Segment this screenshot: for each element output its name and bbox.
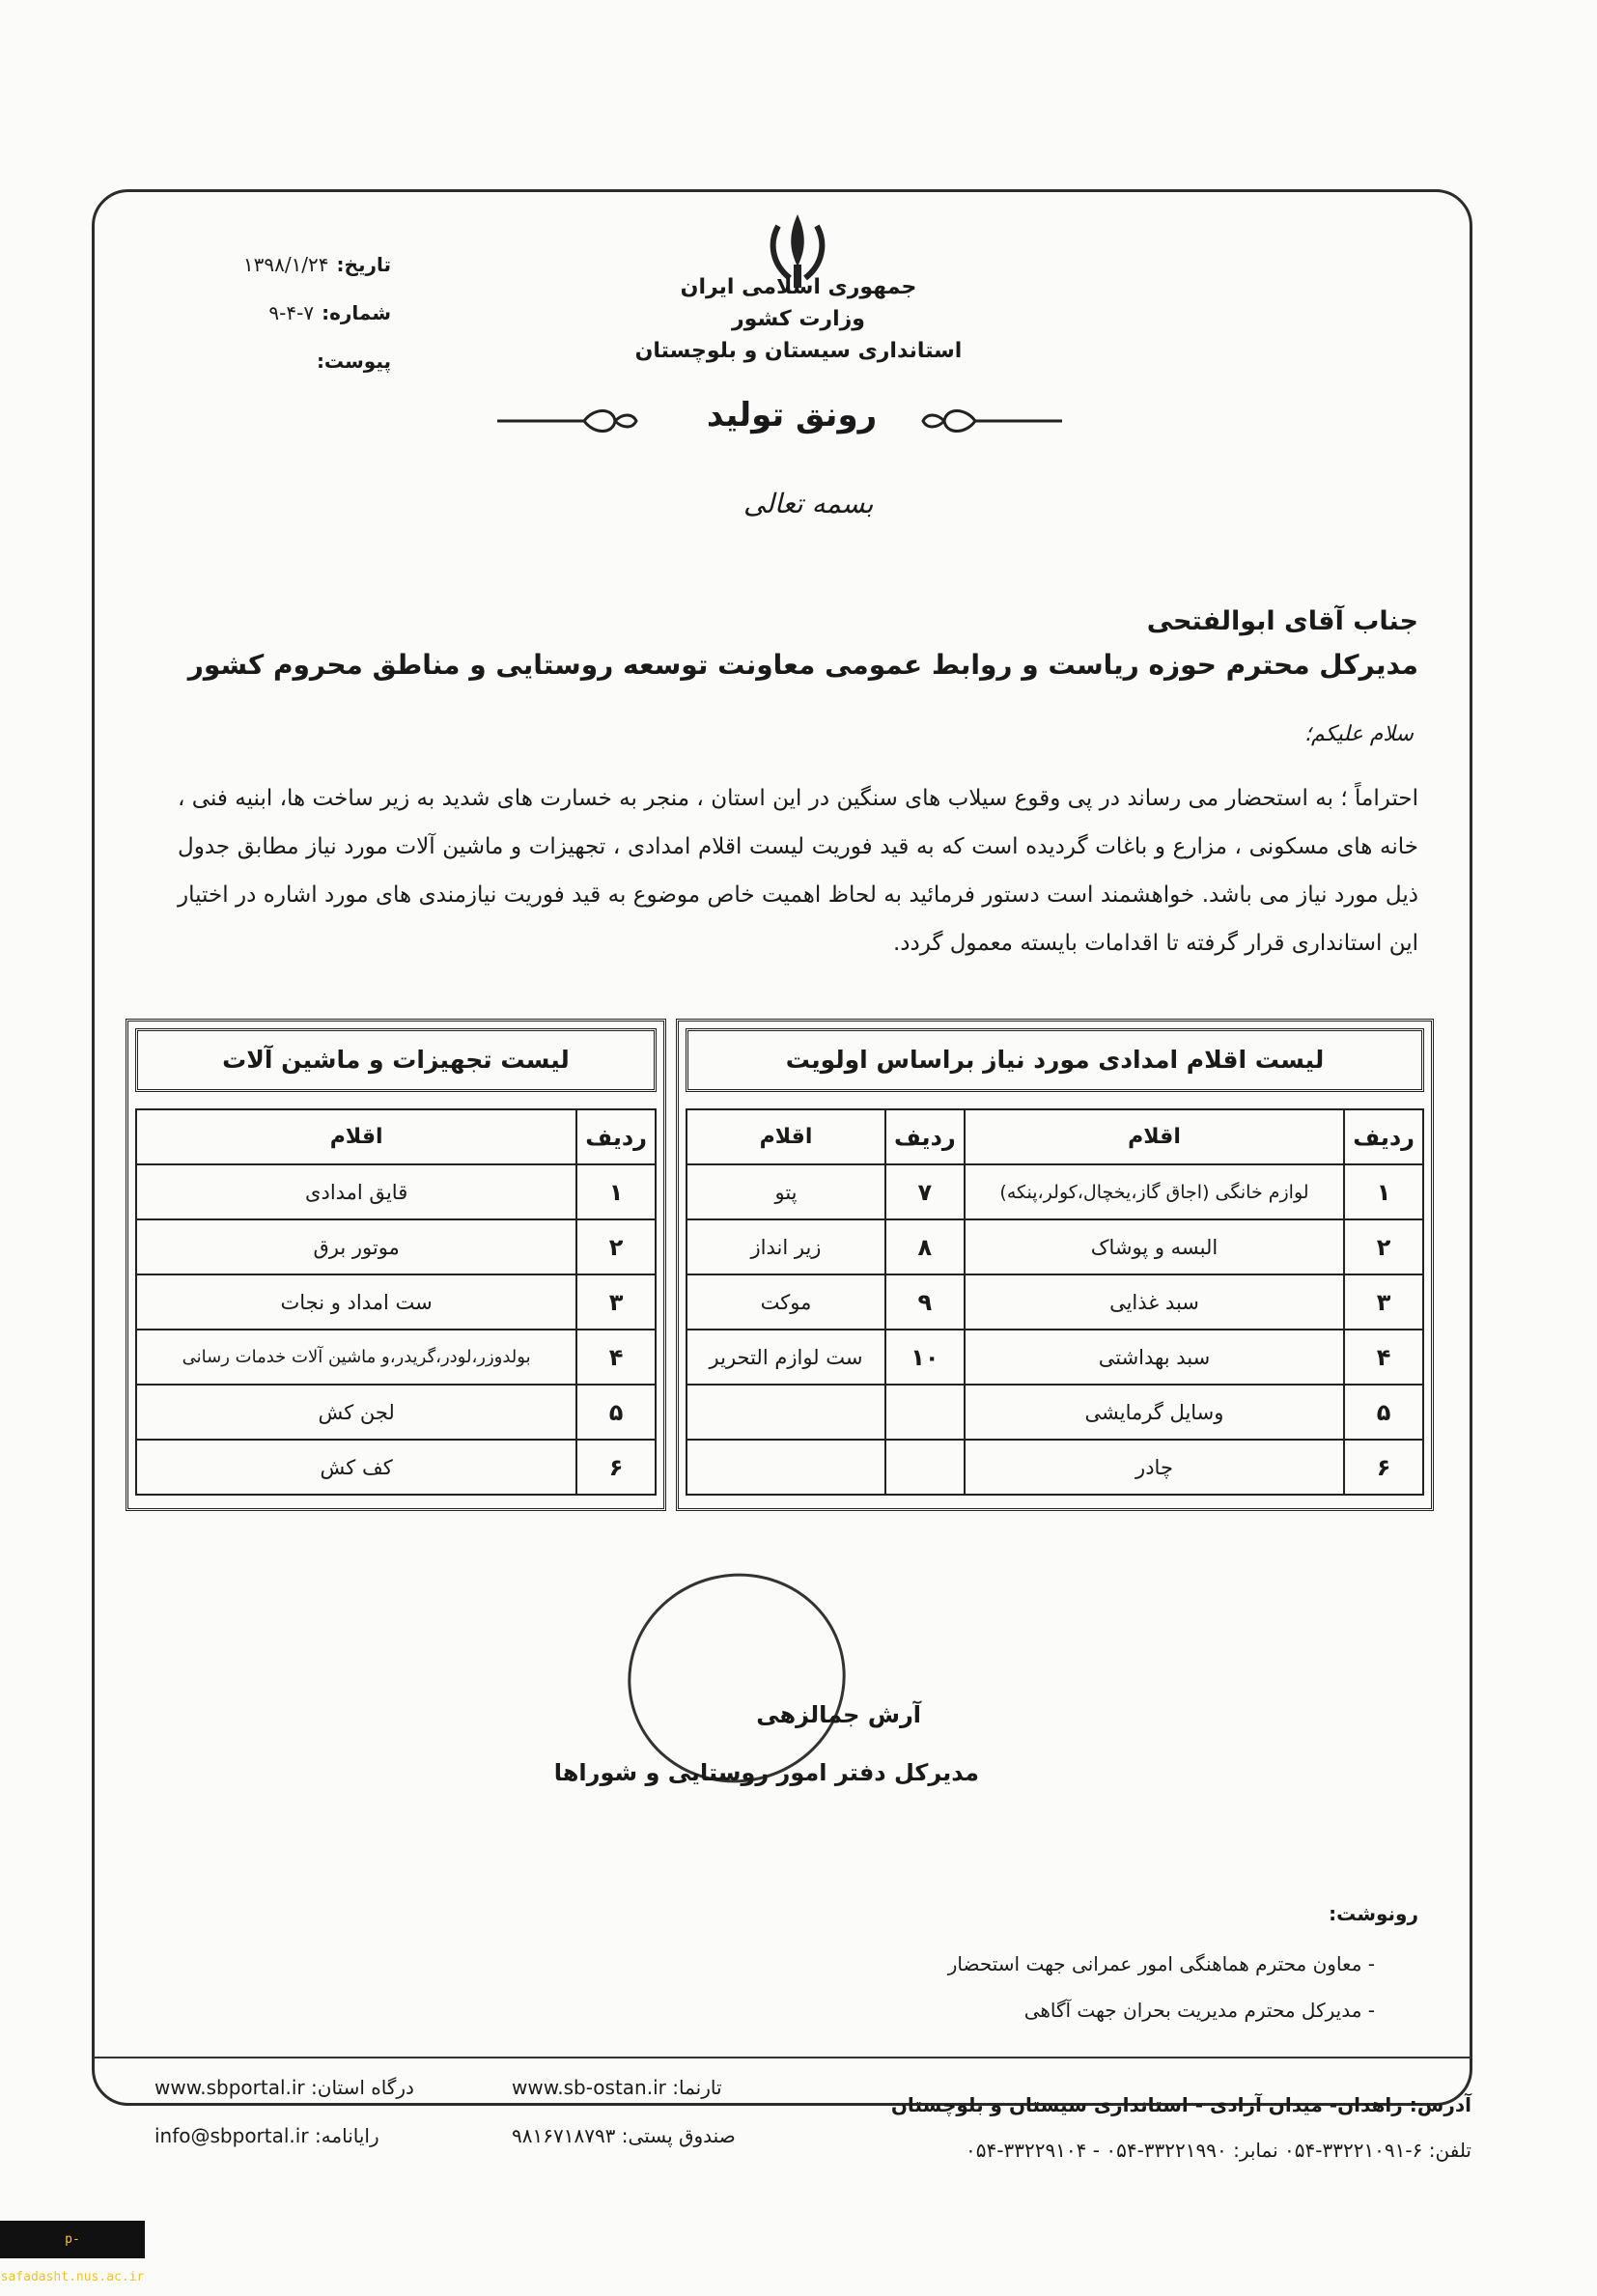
cc-item: - معاون محترم هماهنگی امور عمرانی جهت استحضار [947,1952,1375,1975]
signer-title: مدیرکل دفتر امور روستایی و شوراها [553,1759,979,1786]
number-label: شماره: [322,301,391,324]
footer-site-row [512,2076,722,2099]
footer-phones: تلفن: ۶-۳۳۲۲۱۰۹۱-۰۵۴ نمابر: ۳۳۲۲۱۹۹۰-۰۵۴ - ۳۳۲۲۹۱۰۴-۰۵۴ [966,2139,1471,2162]
table-row [686,1274,1423,1330]
item-cell [686,1385,885,1440]
footer-email-label: رایانامه: [314,2124,379,2147]
row-number: ۱۰ [885,1330,965,1385]
table-row [136,1219,656,1274]
row-number: ۳ [576,1274,656,1330]
relief-col-row-2: ردیف [885,1109,965,1164]
row-number: ۴ [1344,1330,1423,1385]
row-number: ۱ [576,1164,656,1219]
attachment-label: پیوست: [316,350,391,373]
item-cell: کف کش [136,1440,576,1495]
signer-name: آرش جمالزهی [756,1701,921,1728]
footer-address: آدرس: زاهدان- میدان آزادی - استانداری سیستان و بلوچستان [890,2093,1471,2116]
table-row [136,1164,656,1219]
cc-heading: رونوشت: [1329,1902,1418,1925]
table-row [686,1164,1423,1219]
item-cell: ست امداد و نجات [136,1274,576,1330]
number-value: ۷-۴-۹ [268,301,315,324]
row-number: ۶ [1344,1440,1423,1495]
row-number: ۵ [1344,1385,1423,1440]
table-row [686,1440,1423,1495]
table-header-row [686,1109,1423,1164]
item-cell: ست لوازم التحریر [686,1330,885,1385]
table-row [136,1274,656,1330]
relief-col-item-2: اقلام [686,1109,885,1164]
item-cell: سبد غذایی [965,1274,1345,1330]
equipment-table [135,1108,657,1496]
header-line-2: وزارت کشور [732,307,865,331]
relief-table [686,1108,1424,1496]
table-row [686,1385,1423,1440]
row-number: ۹ [885,1274,965,1330]
slogan: رونق تولید [706,396,878,434]
cc-item: - مدیرکل محترم مدیریت بحران جهت آگاهی [1023,1999,1375,2022]
row-number: ۱ [1344,1164,1423,1219]
header-line-3: استانداری سیستان و بلوچستان [634,339,963,363]
item-cell: سبد بهداشتی [965,1330,1345,1385]
item-cell: زیر انداز [686,1219,885,1274]
row-number: ۲ [1344,1219,1423,1274]
item-cell: موتور برق [136,1219,576,1274]
row-number [885,1440,965,1495]
item-cell: بولدوزر،لودر،گریدر،و ماشین آلات خدمات رسانی [136,1330,576,1385]
item-cell: لجن کش [136,1385,576,1440]
table-row [686,1330,1423,1385]
relief-col-row-1: ردیف [1344,1109,1423,1164]
row-number: ۴ [576,1330,656,1385]
table-row [136,1440,656,1495]
row-number: ۵ [576,1385,656,1440]
addressee-name: جناب آقای ابوالفتحی [1146,606,1418,636]
equipment-col-row: ردیف [576,1109,656,1164]
greeting: سلام علیکم؛ [1303,722,1414,746]
relief-col-item-1: اقلام [965,1109,1345,1164]
item-cell: موکت [686,1274,885,1330]
table-row [136,1330,656,1385]
item-cell: لوازم خانگی (اجاق گاز،یخچال،کولر،پنکه) [965,1164,1345,1219]
footer-email[interactable]: info@sbportal.ir [154,2124,309,2147]
footer-portal-label: درگاه استان: [311,2076,414,2099]
item-cell: چادر [965,1440,1345,1495]
header-line-1: جمهوری اسلامی ایران [680,275,917,299]
equipment-table-title: لیست تجهیزات و ماشین آلات [135,1028,657,1092]
relief-table-title: لیست اقلام امدادی مورد نیاز براساس اولویت [686,1028,1424,1092]
footer-site-label: تارنما: [672,2076,722,2099]
date-value: ۱۳۹۸/۱/۲۴ [242,253,329,276]
row-number [885,1385,965,1440]
table-row [686,1219,1423,1274]
table-header-row [136,1109,656,1164]
footer-email-row [154,2124,379,2147]
item-cell [686,1440,885,1495]
bismillah: بسمه تعالی [743,488,874,519]
item-cell: البسه و پوشاک [965,1219,1345,1274]
footer-pobox-label: صندوق پستی: [621,2124,736,2147]
item-cell: وسایل گرمایشی [965,1385,1345,1440]
footer-pobox-row [512,2124,736,2147]
row-number: ۲ [576,1219,656,1274]
footer-site[interactable]: www.sb-ostan.ir [512,2076,666,2099]
attachment-row [188,350,391,373]
table-row [136,1385,656,1440]
footer-divider [92,2057,1472,2058]
row-number: ۷ [885,1164,965,1219]
item-cell: پتو [686,1164,885,1219]
item-cell: قایق امدادی [136,1164,576,1219]
row-number: ۸ [885,1219,965,1274]
number-row [188,301,391,324]
row-number: ۶ [576,1440,656,1495]
row-number: ۳ [1344,1274,1423,1330]
footer-pobox: ۹۸۱۶۷۱۸۷۹۳ [512,2124,616,2147]
source-stamp: p-safadasht.nus.ac.ir [0,2221,145,2258]
addressee-title: مدیرکل محترم حوزه ریاست و روابط عمومی معاونت توسعه روستایی و مناطق محروم کشور [187,649,1418,681]
date-row [188,253,391,276]
footer-portal[interactable]: www.sbportal.ir [154,2076,305,2099]
equipment-col-item: اقلام [136,1109,576,1164]
footer-portal-row [154,2076,414,2099]
date-label: تاریخ: [336,253,391,276]
letter-body: احتراماً ؛ به استحضار می رساند در پی وقوع سیلاب های سنگین در این استان ، منجر به خسارت های شدید به زیر ساخت ها، ابنیه فنی ، خانه های مسکونی ، مزارع و باغات گردیده است که به قید فوریت لیست اقلام امدادی ، تجهیزات و ماشین آلات مورد نیاز مطابق جدول ذیل مورد نیاز می باشد. خواهشمند است دستور فرمائید به لحاظ اهمیت خاص موضوع به قید فوریت نیازمندی های مورد اشاره در اختیار این استانداری قرار گرفته تا اقدامات بایسته معمول گردد. [178,786,1418,956]
